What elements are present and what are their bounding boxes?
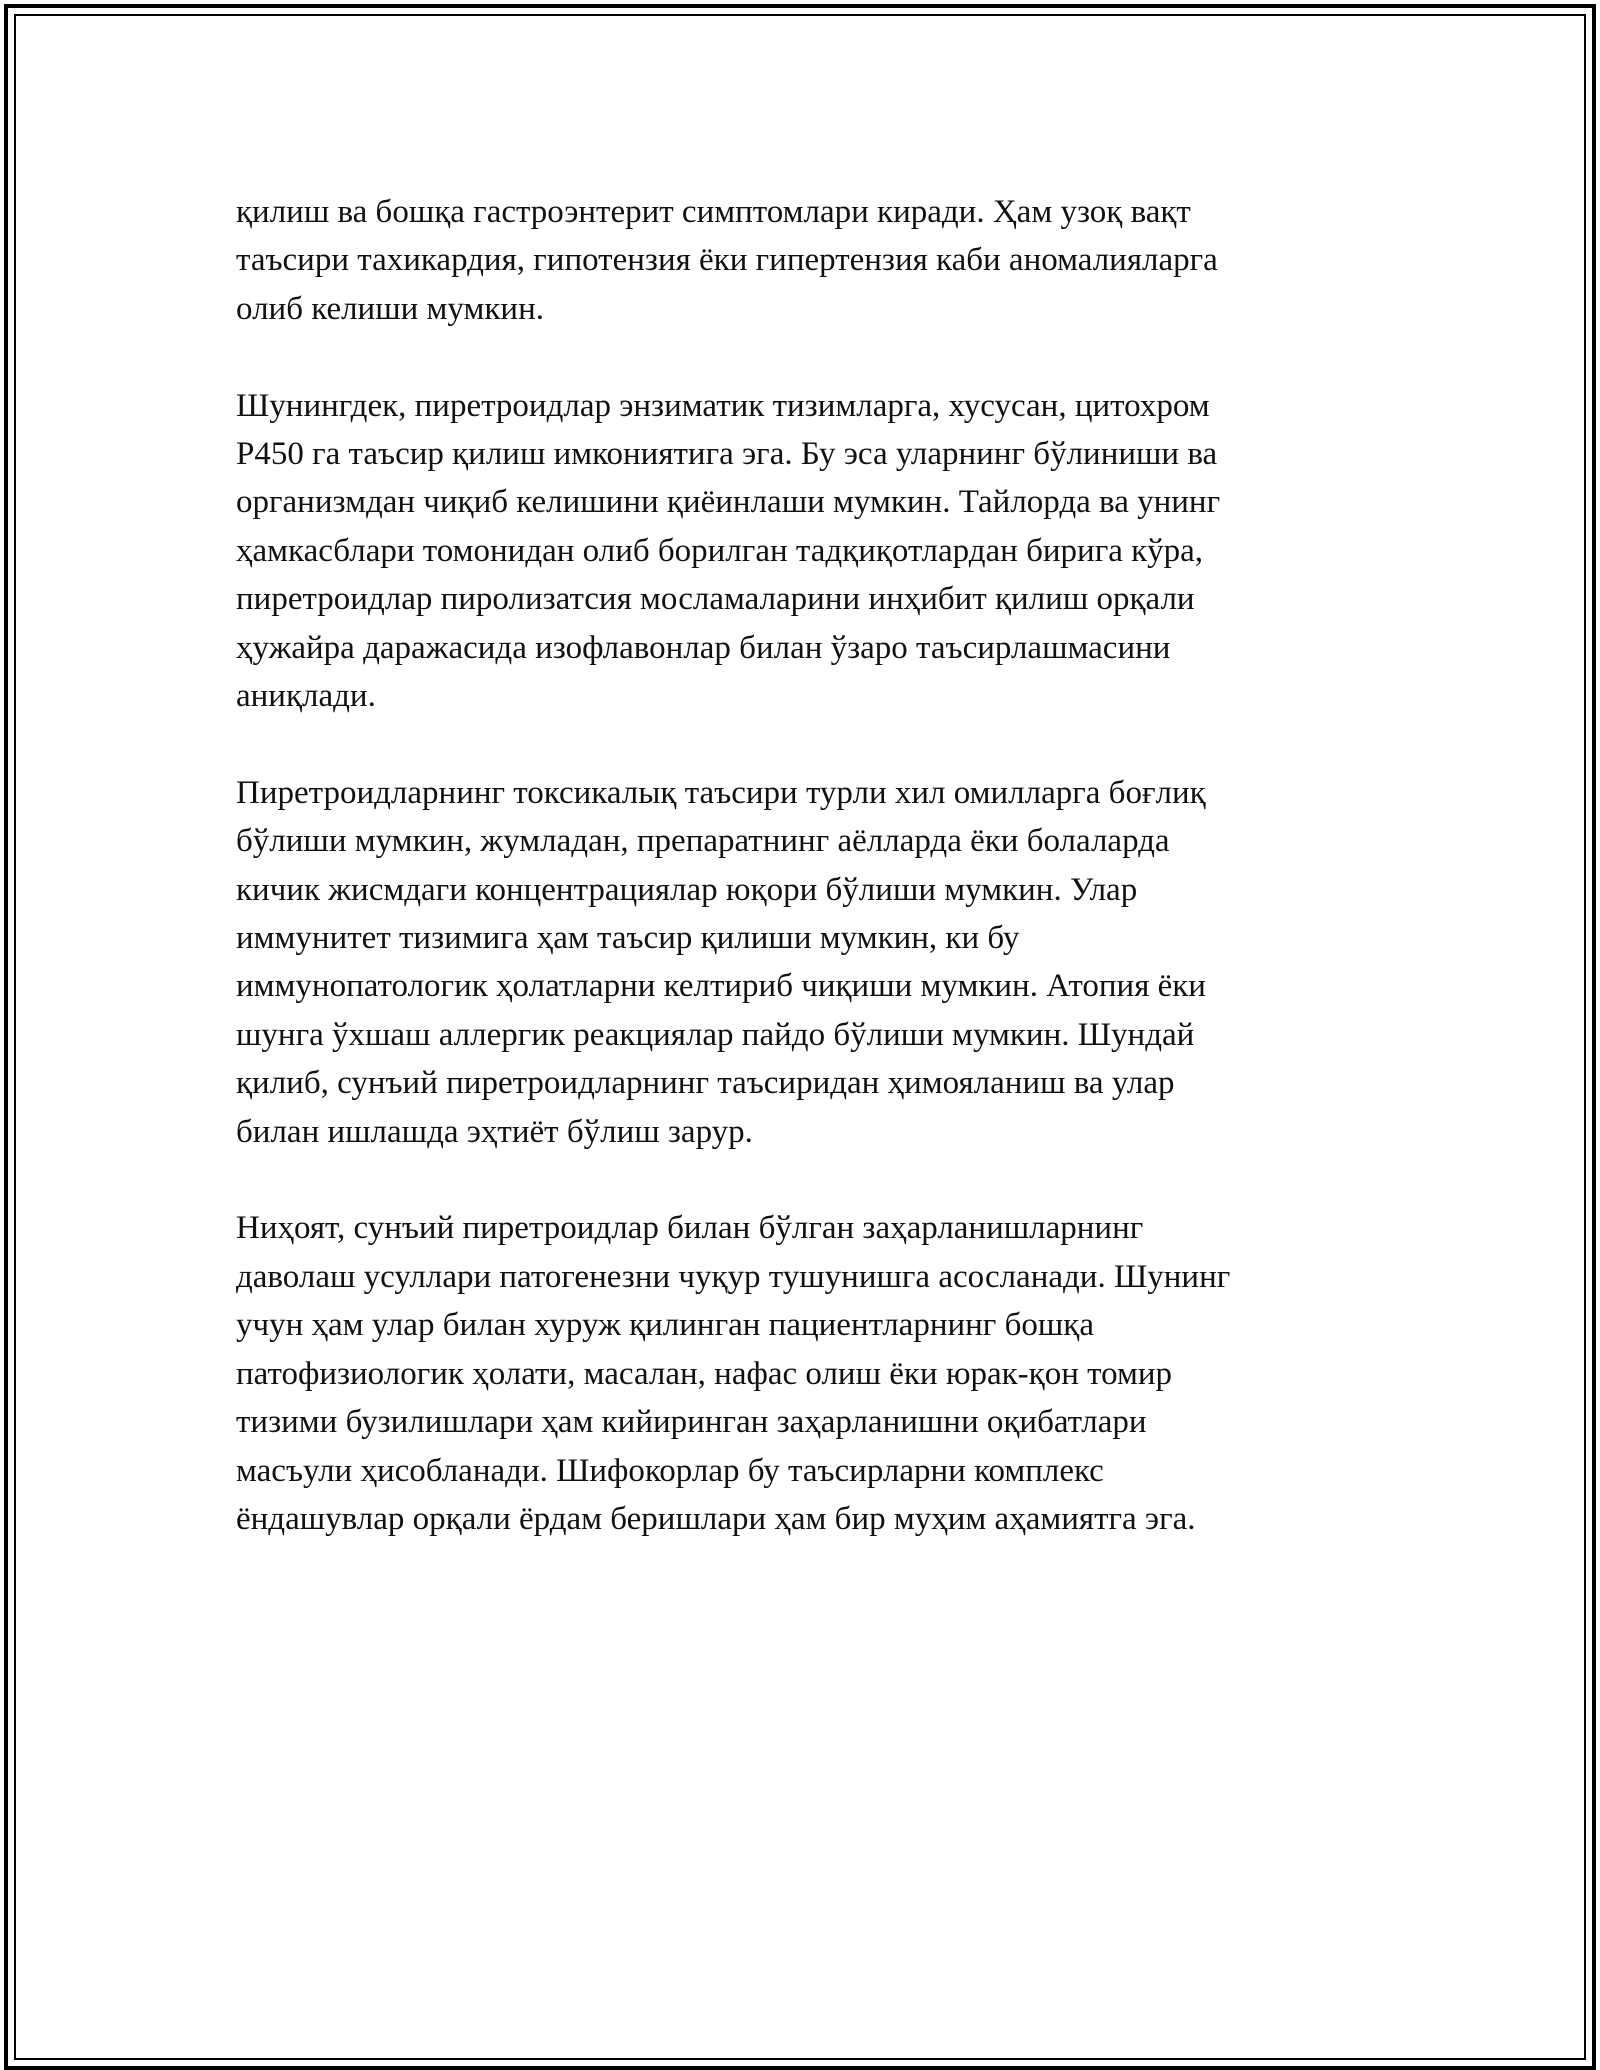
text-line: иммунопатологик ҳолатларни келтириб чиқиши мумкин. Атопия ёки xyxy=(236,968,1206,1005)
text-line: Шунингдек, пиретроидлар энзиматик тизимларга, хусусан, цитохром xyxy=(236,387,1210,424)
paragraph-2 xyxy=(236,382,1356,721)
text-line: тизими бузилишлари ҳам кийиринган заҳарланишни оқибатлари xyxy=(236,1404,1147,1441)
paragraph-4 xyxy=(236,1204,1356,1543)
text-line: патофизиологик ҳолати, масалан, нафас олиш ёки юрак-қон томир xyxy=(236,1355,1173,1392)
text-line: билан ишлашда эҳтиёт бўлиш зарур. xyxy=(236,1113,753,1150)
text-line: ёндашувлар орқали ёрдам беришлари ҳам бир муҳим аҳамиятга эга. xyxy=(236,1500,1196,1537)
text-line: учун ҳам улар билан хуруж қилинган пациентларнинг бошқа xyxy=(236,1307,1094,1344)
text-line: Ниҳоят, сунъий пиретроидлар билан бўлган заҳарланишларнинг xyxy=(236,1210,1144,1247)
text-line: Пиретроидларнинг токсикалық таъсири турли хил омилларга боғлиқ xyxy=(236,774,1206,811)
text-line: организмдан чиқиб келишини қиёинлаши мумкин. Тайлорда ва унинг xyxy=(236,484,1221,521)
text-line: даволаш усуллари патогенезни чуқур тушунишга асосланади. Шунинг xyxy=(236,1258,1231,1295)
paragraph-1 xyxy=(236,188,1356,333)
text-line: таъсири тахикардия, гипотензия ёки гипертензия каби аномалияларга xyxy=(236,242,1218,279)
paragraph-3 xyxy=(236,769,1356,1156)
text-line: масъули ҳисобланади. Шифокорлар бу таъсирларни комплекс xyxy=(236,1452,1104,1489)
text-line: олиб келиши мумкин. xyxy=(236,290,544,327)
text-line: P450 га таъсир қилиш имкониятига эга. Бу эса уларнинг бўлиниши ва xyxy=(236,436,1218,473)
text-line: қилиш ва бошқа гастроэнтерит симптомлари киради. Ҳам узоқ вақт xyxy=(236,194,1191,230)
text-line: ҳужайра даражасида изофлавонлар билан ўзаро таъсирлашмасини xyxy=(236,629,1171,666)
text-line: бўлиши мумкин, жумладан, препаратнинг аёлларда ёки болаларда xyxy=(236,823,1170,860)
text-line: пиретроидлар пиролизатсия мосламаларини инҳибит қилиш орқали xyxy=(236,581,1195,618)
text-line: аниқлади. xyxy=(236,678,376,715)
text-line: ҳамкасблари томонидан олиб борилган тадқиқотлардан бирига кўра, xyxy=(236,532,1204,569)
text-line: шунга ўхшаш аллергик реакциялар пайдо бўлиши мумкин. Шундай xyxy=(236,1016,1195,1053)
text-line: қилиб, сунъий пиретроидларнинг таъсиридан ҳимояланиш ва улар xyxy=(236,1065,1175,1102)
document-body xyxy=(236,188,1356,1592)
text-line: кичик жисмдаги концентрациялар юқори бўлиши мумкин. Улар xyxy=(236,871,1138,908)
text-line: иммунитет тизимига ҳам таъсир қилиши мумкин, ки бу xyxy=(236,920,1020,957)
